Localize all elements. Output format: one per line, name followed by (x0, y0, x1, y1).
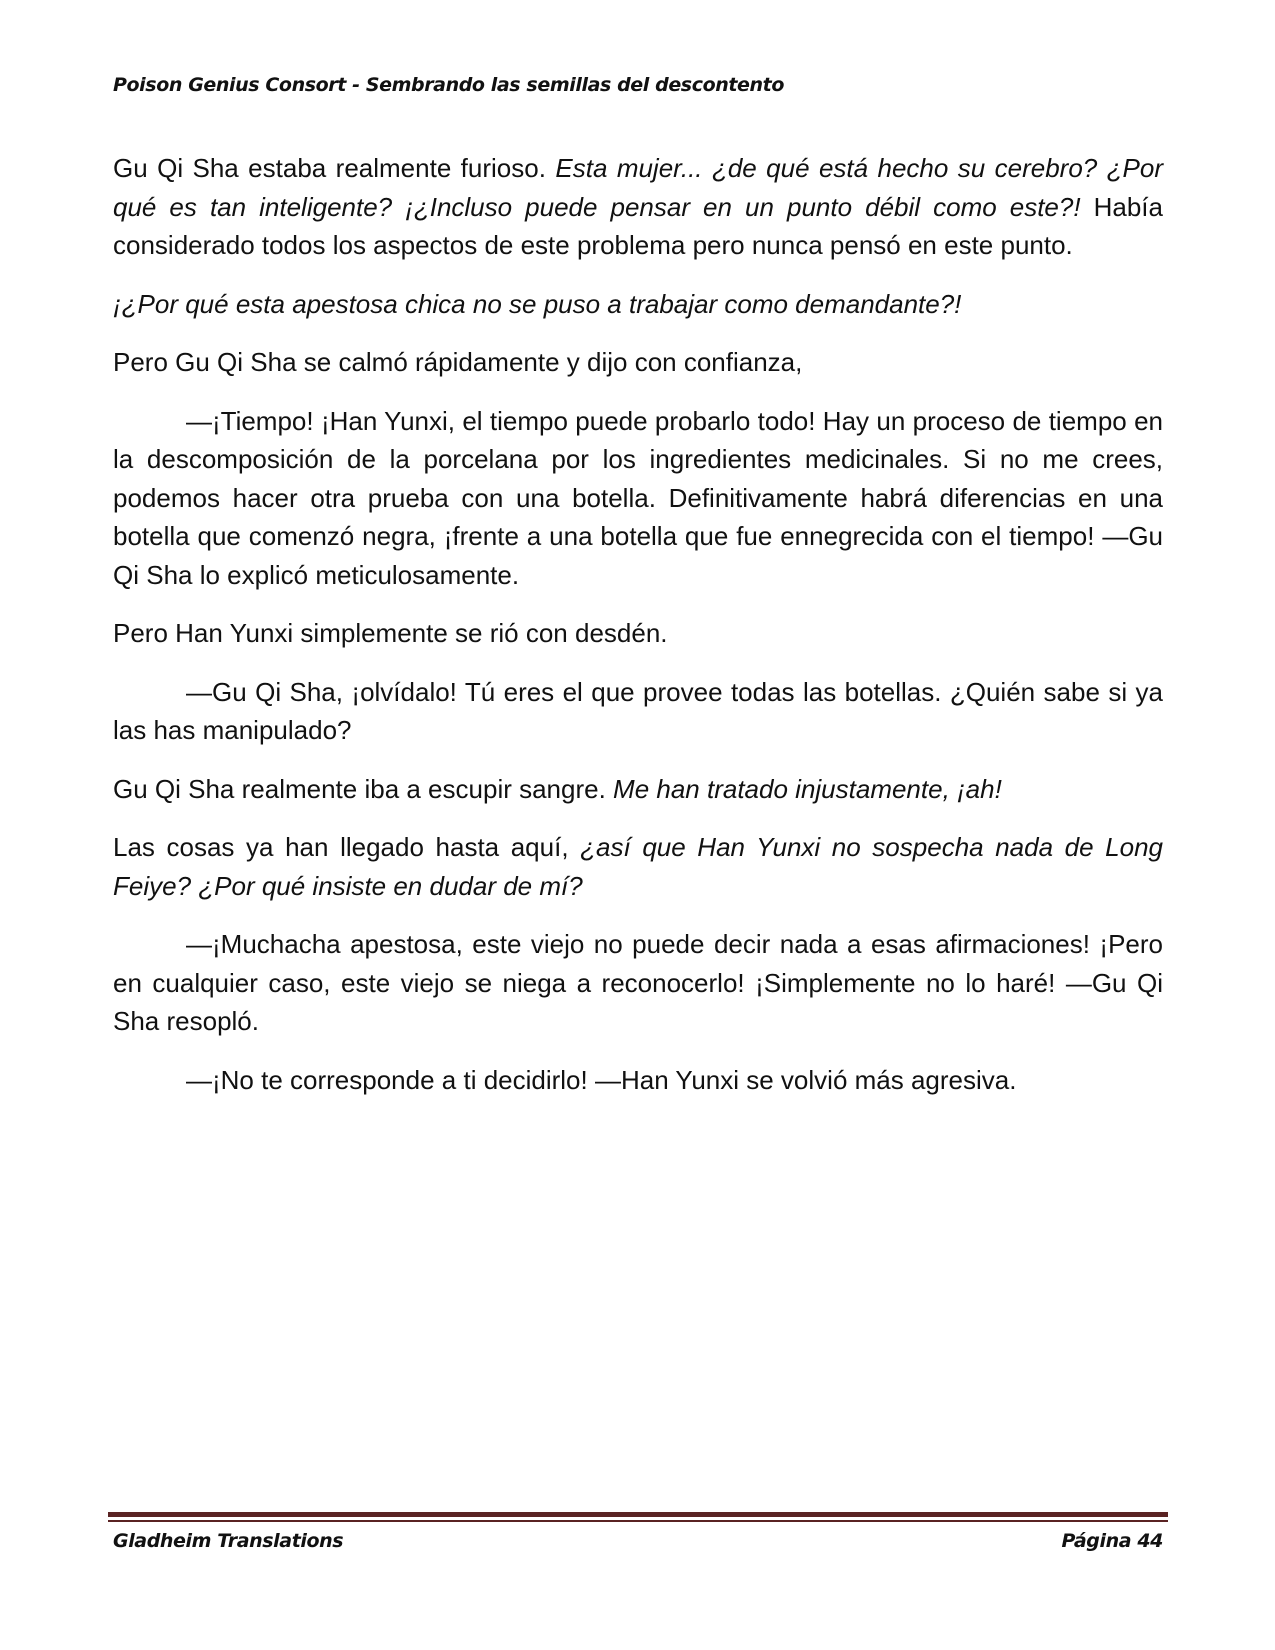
footer-page-number: Página 44 (1061, 1530, 1163, 1552)
paragraph: Pero Gu Qi Sha se calmó rápidamente y dijo con confianza, (113, 347, 803, 377)
running-header: Poison Genius Consort - Sembrando las semillas del descontento (113, 74, 784, 96)
paragraph: Las cosas ya han llegado hasta aquí, ¿así que Han Yunxi no sospecha nada de Long Feiye? ¿Por qué insiste en dudar de mí? (113, 832, 1164, 901)
footer-publisher: Gladheim Translations (113, 1530, 344, 1552)
paragraph: Pero Han Yunxi simplemente se rió con desdén. (113, 618, 668, 648)
paragraph: Gu Qi Sha estaba realmente furioso. Esta mujer... ¿de qué está hecho su cerebro? ¿Por qué es tan inteligente? ¡¿Incluso puede pensar en un punto débil como este?! Había considerado todos los aspectos de este problema pero nunca pensó en este punto. (113, 153, 1164, 260)
footer-divider (108, 1512, 1168, 1517)
paragraph: —¡Tiempo! ¡Han Yunxi, el tiempo puede probarlo todo! Hay un proceso de tiempo en la descomposición de la porcelana por los ingredientes medicinales. Si no me crees, podemos hacer otra prueba con una botella. Definitivamente habrá diferencias en una botella que comenzó negra, ¡frente a una botella que fue ennegrecida con el tiempo! —Gu Qi Sha lo explicó meticulosamente. (113, 405, 1163, 590)
paragraph: ¡¿Por qué esta apestosa chica no se puso a trabajar como demandante?! (113, 288, 962, 319)
paragraph: —¡Muchacha apestosa, este viejo no puede decir nada a esas afirmaciones! ¡Pero en cualquier caso, este viejo se niega a reconocerlo! ¡Simplemente no lo haré! —Gu Qi Sha resopló. (113, 929, 1163, 1036)
paragraph: Gu Qi Sha realmente iba a escupir sangre. Me han tratado injustamente, ¡ah! (113, 773, 1002, 804)
body-text (113, 149, 1163, 1119)
paragraph: —Gu Qi Sha, ¡olvídalo! Tú eres el que provee todas las botellas. ¿Quién sabe si ya las has manipulado? (113, 676, 1163, 745)
footer-divider-thin (108, 1520, 1168, 1522)
paragraph: —¡No te corresponde a ti decidirlo! —Han Yunxi se volvió más agresiva. (186, 1064, 1017, 1095)
